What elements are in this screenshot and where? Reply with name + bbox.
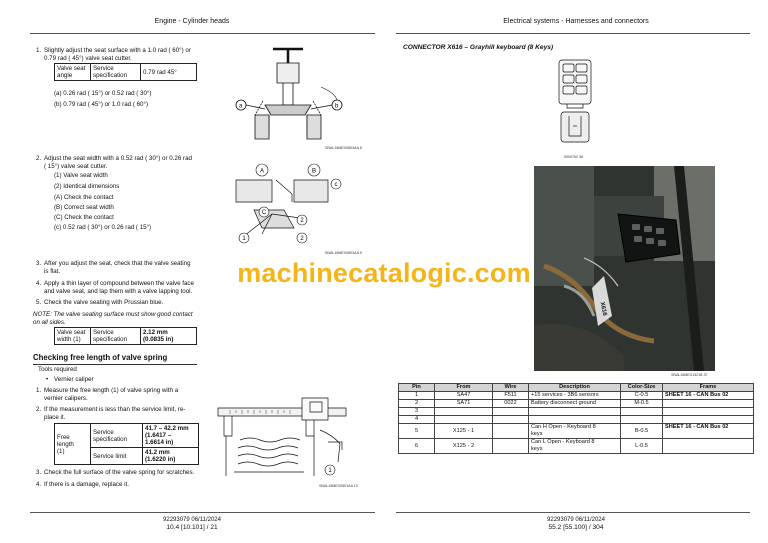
description-cell: [529, 439, 621, 454]
tools-label: Tools required: [38, 366, 77, 373]
wire-cell: [493, 424, 529, 439]
step-text: 0.79 rad ( 45°) valve seat cutter.: [44, 55, 132, 62]
table-cell: 2.12 mm: [143, 329, 168, 336]
section-rule: [33, 364, 197, 365]
header-rule: [30, 33, 375, 34]
section-title: Checking free length of valve spring: [33, 353, 168, 362]
footer-code: 92293079 06/11/2024: [163, 517, 221, 523]
description-text: keys: [531, 446, 543, 452]
step-number: 5.: [36, 299, 42, 306]
callout-a: a: [239, 103, 243, 110]
callout-b: b: [335, 103, 339, 110]
table-cell: Service: [93, 428, 114, 436]
valve-seat-angle-table: [54, 63, 197, 81]
right-page-header: Electrical systems - Harnesses and connectors: [503, 18, 649, 25]
valve-seat-cutter-figure: [225, 43, 350, 145]
from-cell: [435, 408, 493, 416]
figure-caption: SNAL16MEX0804AA 8: [325, 146, 362, 150]
footer-page: 55.2 [55.100] / 304: [548, 524, 604, 531]
list-item: (B) Correct seat width: [54, 204, 114, 211]
from-cell: SA71: [435, 400, 493, 408]
step-text: place it.: [44, 414, 66, 421]
vernier-caliper-figure: [210, 390, 352, 482]
step-text: If the measurement is less than the service limit, re-: [44, 406, 186, 413]
column-header: Description: [529, 384, 621, 392]
callout-1: 1: [242, 236, 246, 243]
color-size-cell: M-0.5: [621, 400, 663, 408]
callout-2: 2: [300, 218, 304, 225]
step-number: 2.: [36, 155, 42, 162]
free-length-table: [54, 423, 199, 465]
note: NOTE: The valve seating surface must show good contact: [33, 311, 193, 318]
list-item: (c) 0.52 rad ( 30°) or 0.26 rad ( 15°): [54, 224, 152, 231]
step-text: After you adjust the seat, check that the valve seating: [44, 260, 191, 267]
pin-cell: 1: [399, 392, 435, 400]
step-number: 1.: [36, 47, 42, 54]
pin-cell: 5: [399, 424, 435, 439]
callout-A: A: [259, 168, 265, 175]
description-cell: +15 services - 3B6 sensors: [529, 392, 621, 400]
table-cell: 41.2 mm: [145, 449, 170, 456]
table-cell: width (1): [57, 336, 81, 343]
figure-caption: SNAL16MEX1321B 37: [671, 373, 708, 377]
frame-cell: [663, 439, 754, 454]
table-header-row: [399, 384, 754, 392]
table-cell: specification: [93, 435, 128, 443]
pin-cell: 3: [399, 408, 435, 416]
table-cell: Valve seat: [57, 329, 86, 336]
table-cell: 0.79 rad 45°: [143, 68, 177, 76]
pin-cell: 2: [399, 400, 435, 408]
step-number: 2.: [36, 406, 42, 413]
step-number: 1.: [36, 387, 42, 394]
step-text: Check the valve seating with Prussian blue.: [44, 299, 164, 306]
from-cell: X125 - 1: [435, 424, 493, 439]
from-cell: [435, 416, 493, 424]
pin-cell: 4: [399, 416, 435, 424]
table-cell: specification: [93, 336, 128, 343]
watermark: machinecatalogic.com: [237, 258, 531, 288]
step-text: vernier calipers.: [44, 395, 88, 402]
footer-page: 10.4 [10.101] / 21: [166, 524, 218, 531]
step-text: Apply a thin layer of compound between the valve face: [44, 280, 194, 287]
list-item: (1) Valve seat width: [54, 172, 108, 179]
step-text: ( 15°) valve seat cutter.: [44, 163, 108, 170]
frame-cell: [663, 408, 754, 416]
pin-cell: 6: [399, 439, 435, 454]
table-row: [399, 424, 754, 439]
pinout-table: [398, 383, 754, 454]
table-cell: 41.7 – 42.2 mm: [145, 425, 189, 432]
frame-cell: [663, 416, 754, 424]
table-cell: Service: [93, 65, 114, 72]
step-number: 4.: [36, 481, 42, 488]
callout-1: 1: [328, 468, 332, 475]
footer-rule: [30, 512, 375, 513]
step-text: Check the full surface of the valve spring for scratches.: [44, 469, 195, 476]
step-number: 4.: [36, 280, 42, 287]
step-text: Measure the free length (1) of valve spring with a: [44, 387, 179, 394]
list-item: (C) Check the contact: [54, 214, 114, 221]
callout-2: 2: [300, 236, 304, 243]
footer-code: 92293079 06/11/2024: [547, 517, 605, 523]
color-size-cell: L-0.5: [621, 439, 663, 454]
color-size-cell: C-0.5: [621, 392, 663, 400]
photo-label: X616: [598, 301, 608, 317]
column-header: From: [435, 384, 493, 392]
bullet: •: [46, 376, 49, 383]
connector-diagram: [549, 56, 601, 154]
figure-caption: SNAL16MEX0803AA 9: [325, 251, 362, 255]
figure-caption: 50097b2 36: [564, 155, 583, 159]
from-cell: SA47: [435, 392, 493, 400]
description-text: Can L Open - Keyboard 8: [531, 439, 595, 445]
table-row: [399, 400, 754, 408]
from-cell: X125 - 2: [435, 439, 493, 454]
footer-rule: [396, 512, 750, 513]
table-row: [399, 439, 754, 454]
table-cell: specification: [93, 72, 128, 79]
callout-c: c: [334, 182, 338, 189]
table-cell: (1): [57, 447, 65, 455]
table-cell: (1.6220 in): [145, 456, 176, 463]
wire-cell: [493, 416, 529, 424]
description-cell: [529, 408, 621, 416]
wire-cell: [493, 439, 529, 454]
callout-B: B: [311, 168, 317, 175]
table-cell: (0.0835 in): [143, 336, 174, 343]
column-header: Frame: [663, 384, 754, 392]
column-header: Color-Size: [621, 384, 663, 392]
seat-width-figure: [232, 158, 344, 250]
table-row: [399, 416, 754, 424]
step-number: 3.: [36, 260, 42, 267]
note: on all sides.: [33, 319, 66, 326]
description-text: keys: [531, 431, 543, 437]
frame-cell: [663, 400, 754, 408]
table-row: [399, 408, 754, 416]
description-cell: [529, 416, 621, 424]
table-cell: Valve seat: [57, 65, 86, 72]
callout-C: C: [261, 210, 267, 217]
description-cell: Battery disconnect ground: [529, 400, 621, 408]
step-text: Adjust the seat width with a 0.52 rad ( 30°) or 0.26 rad: [44, 155, 192, 162]
figure-caption: SNAL16MEX0501AA 10: [319, 484, 358, 488]
table-cell: 1.6614 in): [145, 439, 174, 446]
valve-seat-width-table: [54, 327, 197, 345]
frame-cell: SHEET 16 - CAN Bus 02: [663, 424, 754, 439]
color-size-cell: [621, 408, 663, 416]
left-page-header: Engine - Cylinder heads: [154, 18, 230, 25]
wire-cell: 0022: [493, 400, 529, 408]
step-text: is flat.: [44, 268, 61, 275]
wire-cell: [493, 408, 529, 416]
table-cell: Service limit: [93, 452, 127, 460]
tool-item: Vernier caliper: [54, 376, 94, 383]
frame-cell: SHEET 16 - CAN Bus 02: [663, 392, 754, 400]
table-row: [399, 392, 754, 400]
option-b: (b) 0.79 rad ( 45°) or 1.0 rad ( 60°): [54, 101, 149, 108]
column-header: Pin: [399, 384, 435, 392]
connector-title: CONNECTOR X616 – Grayhill keyboard (8 Keys): [403, 44, 554, 51]
list-item: (2) Identical dimensions: [54, 183, 120, 190]
step-text: and valve seat, and lap them with a valve lapping tool.: [44, 288, 193, 295]
table-cell: Service: [93, 329, 114, 336]
list-item: (A) Check the contact: [54, 194, 114, 201]
description-cell: [529, 424, 621, 439]
table-cell: Free length: [57, 433, 74, 448]
step-number: 3.: [36, 469, 42, 476]
wire-cell: F511: [493, 392, 529, 400]
option-a: (a) 0.26 rad ( 15°) or 0.52 rad ( 30°): [54, 90, 152, 97]
step-text: Slightly adjust the seat surface with a 1.0 rad ( 60°) or: [44, 47, 191, 54]
description-text: Can H Open - Keyboard 8: [531, 424, 596, 430]
header-rule: [396, 33, 750, 34]
color-size-cell: B-0.5: [621, 424, 663, 439]
color-size-cell: [621, 416, 663, 424]
table-cell: (1.6417 –: [145, 432, 172, 439]
table-cell: angle: [57, 72, 73, 79]
step-text: If there is a damage, replace it.: [44, 481, 129, 488]
column-header: Wire: [493, 384, 529, 392]
